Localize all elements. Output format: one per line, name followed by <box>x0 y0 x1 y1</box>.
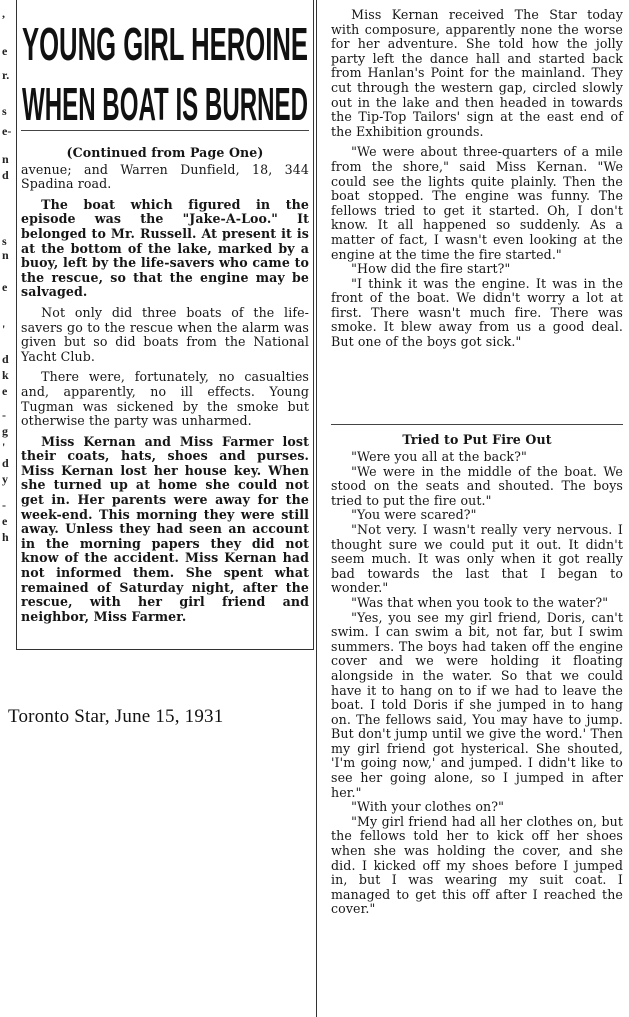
edge-fragment: e <box>2 514 8 528</box>
left-article-body <box>21 146 309 624</box>
edge-fragment: ' <box>2 322 6 336</box>
edge-fragment: s <box>2 234 7 248</box>
subheading: Tried to Put Fire Out <box>402 432 552 447</box>
edge-fragment: n <box>2 248 9 262</box>
article-paragraph: "My girl friend had all her clothes on, but the fellows told her to kick off her shoes when she was holding the cover, and she did. I kicked off my shoes before I jumped in, but I was wearing my suit coat. I managed to get this off after I reached the cover." <box>331 813 623 917</box>
edge-fragment: ' <box>2 440 6 454</box>
headline-line-1: YOUNG GIRL HEROINE <box>22 18 308 70</box>
edge-fragment: e <box>2 44 8 58</box>
headline-line-2: WHEN BOAT IS BURNED <box>22 78 308 128</box>
article-paragraph: "Yes, you see my girl friend, Doris, can't swim. I can swim a bit, not far, but I swim summers. The boys had taken off the engine cover and we were holding it floating alongside in the water. So that we could have it to hang on to if we had to leave the boat. I told Doris if she jumped in to hang on. The fellows said, You may have to jump. But don't jump until we give the word.' Then my girl friend got hysterical. She shouted, 'I'm going now,' and jumped. I didn't like to see her going alone, so I jumped in after her." <box>331 609 623 800</box>
right-column <box>316 0 629 1017</box>
edge-fragment: d <box>2 352 9 366</box>
section-rule <box>331 424 623 425</box>
headline-rule <box>21 130 309 131</box>
article-paragraph: The boat which figured in the episode was the "Jake-A-Loo." It belonged to Mr. Russell. At present it is at the bottom of the lake, marked by a buoy, left by the life-savers who came to the rescue, so that the engine may be salvaged. <box>21 196 309 300</box>
right-article-body-top <box>331 8 623 350</box>
article-paragraph: "I think it was the engine. It was in the front of the boat. We didn't worry a lot at first. There wasn't much fire. There was smoke. It blew away from us a good deal. But one of the boys got sick." <box>331 275 623 350</box>
article-paragraph: Miss Kernan received The Star today with composure, apparently none the worse for her adventure. She told how the jolly party left the dance hall and started back from Hanlan's Point for the mainland. They cut through the western gap, circled slowly out in the lake and then headed in towards the Tip-Top Tailors' sign at the east end of the Exhibition grounds. <box>331 7 623 139</box>
headline <box>19 2 311 128</box>
article-paragraph: "We were about three-quarters of a mile from the shore," said Miss Kernan. "We could see the lights quite plainly. Then the boat stopped. The engine was funny. The fellows tried to get it started. Oh, I don't know. It all happened so suddenly. As a matter of fact, I wasn't even looking at the engine at the time the fire started." <box>331 144 623 262</box>
article-paragraph: There were, fortunately, no casualties and, apparently, no ill effects. Young Tugman was sickened by the smoke but otherwise the party was unharmed. <box>21 369 309 429</box>
article-paragraph: "We were in the middle of the boat. We stood on the seats and shouted. The boys tried to put the fire out." <box>331 463 623 508</box>
edge-fragment: n <box>2 152 9 166</box>
edge-fragment: e <box>2 384 8 398</box>
edge-fragment: - <box>2 408 6 422</box>
edge-fragment: r. <box>2 68 10 82</box>
article-paragraph: "You were scared?" <box>351 507 477 523</box>
article-paragraph: Not only did three boats of the life-savers go to the rescue when the alarm was given but so did boats from the National Yacht Club. <box>21 304 309 364</box>
right-article-body-bottom <box>331 432 623 917</box>
source-caption: Toronto Star, June 15, 1931 <box>8 706 224 727</box>
edge-fragment: y <box>2 472 8 486</box>
article-paragraph: "Not very. I wasn't really very nervous. I thought sure we could put it out. It didn't seem much. It was only when it got really bad towards the last that I began to wonder." <box>331 521 623 596</box>
edge-fragment: d <box>2 168 9 182</box>
edge-fragment: e- <box>2 124 12 138</box>
adjacent-column-fragment <box>0 0 14 560</box>
article-paragraph: "With your clothes on?" <box>351 799 504 815</box>
edge-fragment: d <box>2 456 9 470</box>
edge-fragment: h <box>2 530 9 544</box>
edge-fragment: , <box>2 6 5 20</box>
article-paragraph: Miss Kernan and Miss Farmer lost their coats, hats, shoes and purses. Miss Kernan lost her house key. When she turned up at home she could not get in. Her parents were away for the week-end. This morning they were still away. Unless they had seen an account in the morning papers they did not know of the accident. Miss Kernan had not informed them. She spent what remained of Saturday night, after the rescue, with her girl friend and neighbor, Miss Farmer. <box>21 433 309 624</box>
edge-fragment: s <box>2 104 7 118</box>
edge-fragment: - <box>2 498 6 512</box>
left-column <box>16 0 314 650</box>
article-paragraph: avenue; and Warren Dunfield, 18, 344 Spadina road. <box>21 161 309 192</box>
article-paragraph: "How did the fire start?" <box>351 261 511 277</box>
continued-note: (Continued from Page One) <box>66 145 264 160</box>
edge-fragment: e <box>2 280 8 294</box>
edge-fragment: g <box>2 424 8 438</box>
article-paragraph: "Was that when you took to the water?" <box>351 594 609 610</box>
article-paragraph: "Were you all at the back?" <box>351 449 527 464</box>
edge-fragment: k <box>2 368 9 382</box>
